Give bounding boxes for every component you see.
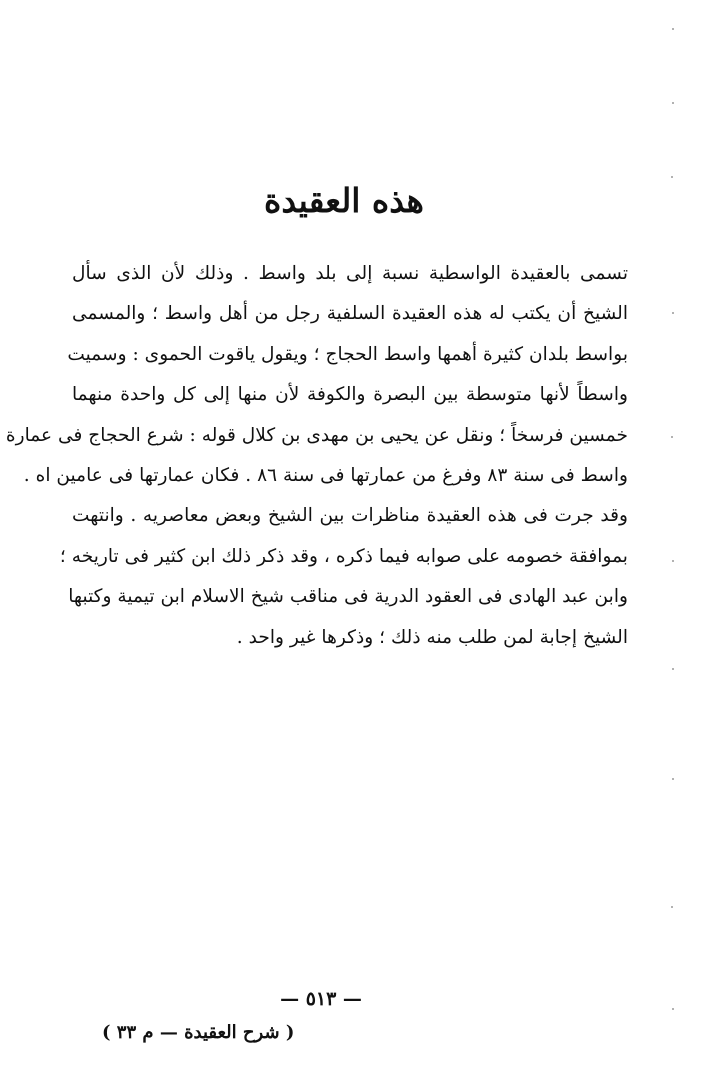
text-line: خمسين فرسخاً ؛ ونقل عن يحيى بن مهدى بن كلال قوله : شرع الحجاج فى عمارة [5,424,628,446]
scan-speck [672,312,674,314]
text-line: الشيخ أن يكتب له هذه العقيدة السلفية رجل من أهل واسط ؛ والمسمى [72,303,628,325]
scan-speck [672,1008,674,1010]
scan-speck [671,906,673,908]
text-line: وقد جرت فى هذه العقيدة مناظرات بين الشيخ وبعض معاصريه . وانتهت [72,505,628,527]
page-title: هذه العقيدة [264,181,424,220]
scan-speck [672,102,674,104]
text-line: الشيخ إجابة لمن طلب منه ذلك ؛ وذكرها غير واحد . [236,626,628,648]
body-paragraph [5,254,628,658]
page-number: — ٥١٣ — [280,988,362,1010]
scan-speck [672,778,674,780]
text-line: بموافقة خصومه على صوابه فيما ذكره ، وقد ذكر ذلك ابن كثير فى تاريخه ؛ [59,545,628,567]
text-line: وابن عبد الهادى فى العقود الدرية فى مناقب شيخ الاسلام ابن تيمية وكتبها [68,586,628,608]
text-line: تسمى بالعقيدة الواسطية نسبة إلى بلد واسط . وذلك لأن الذى سأل [72,263,628,284]
footer-signature: ( شرح العقيدة — م ٣٣ ) [102,1022,295,1043]
text-line: بواسط بلدان كثيرة أهمها واسط الحجاج ؛ ويقول ياقوت الحموى : وسميت [67,343,628,365]
scan-speck [672,560,674,562]
scan-speck [672,668,674,670]
text-line: واسط فى سنة ٨٣ وفرغ من عمارتها فى سنة ٨٦ . فكان عمارتها فى عامين اه . [23,464,628,486]
scan-speck [671,436,673,438]
scan-speck [672,28,674,30]
text-line: واسطاً لأنها متوسطة بين البصرة والكوفة لأن منها إلى كل واحدة منهما [72,384,628,406]
scan-speck [671,176,673,178]
